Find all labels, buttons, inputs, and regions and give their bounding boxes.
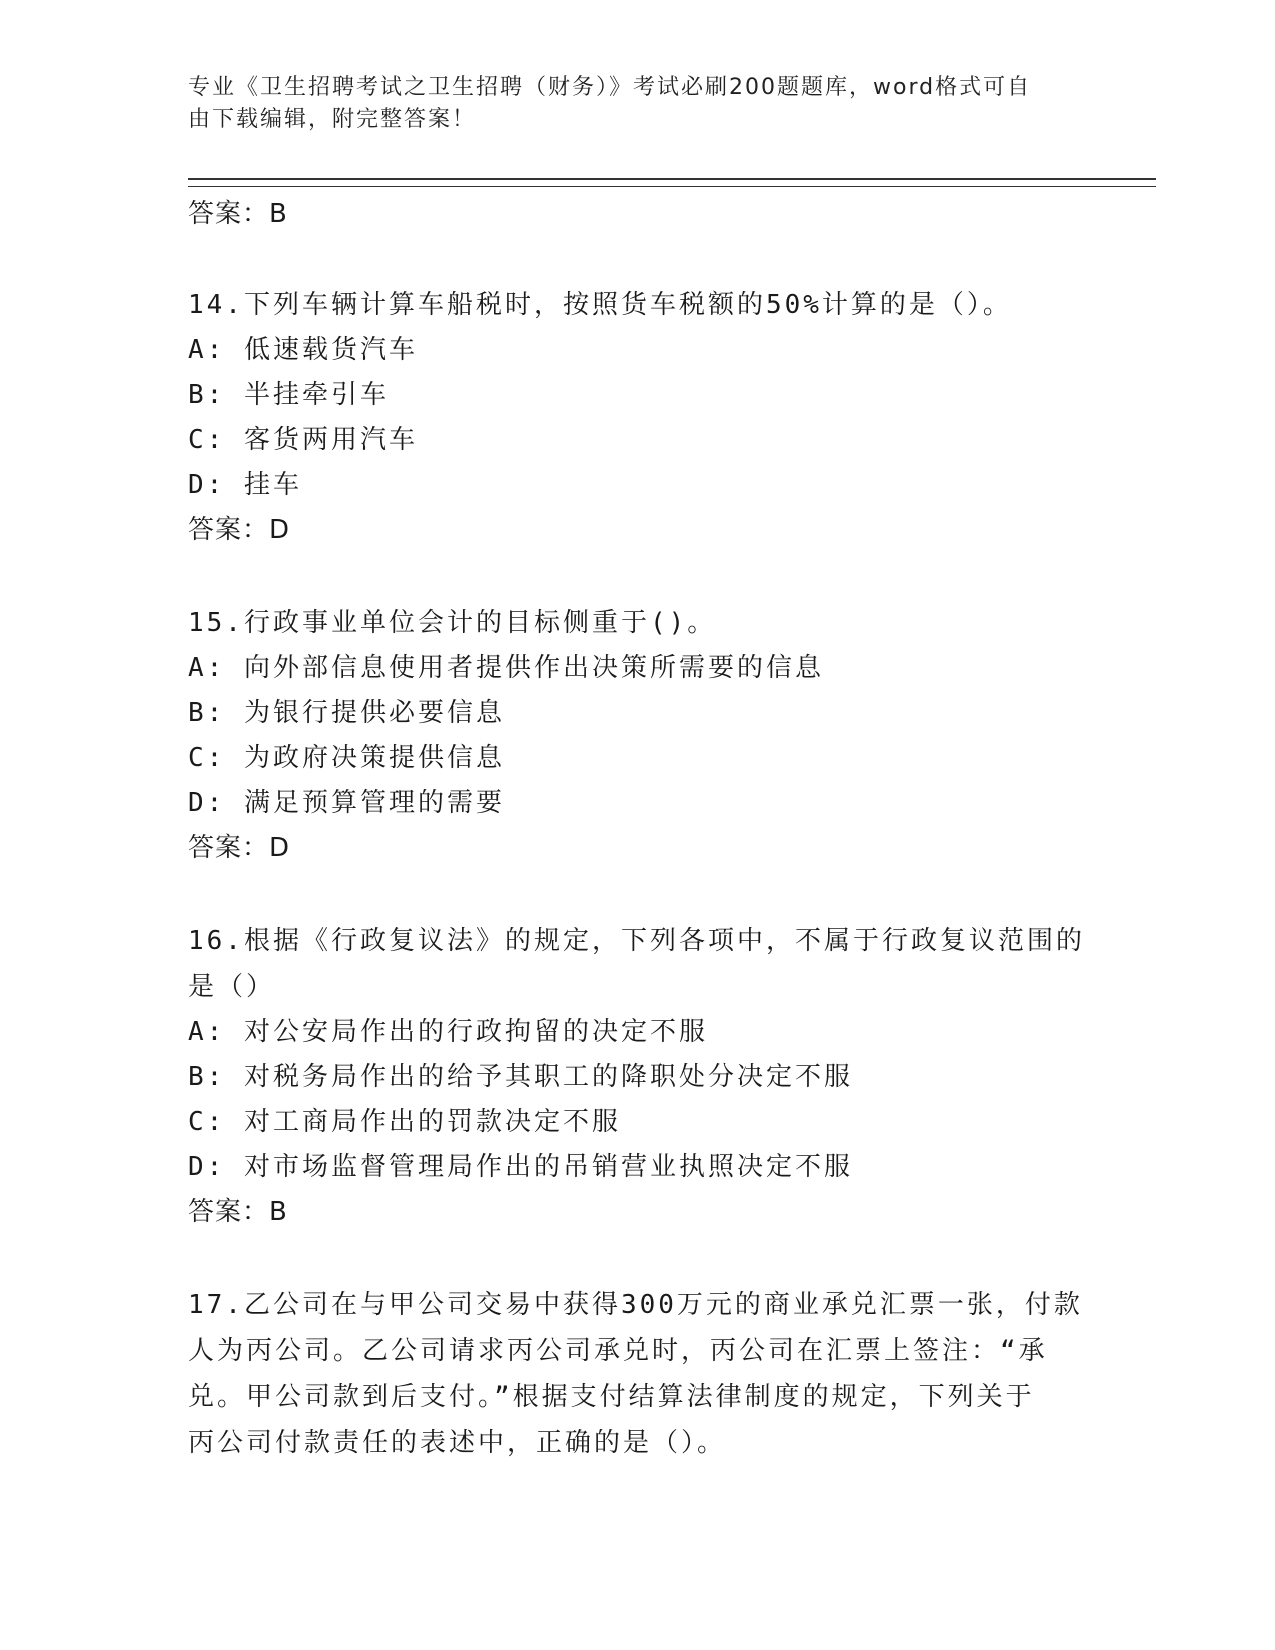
option-d: D: 挂车 xyxy=(188,470,302,500)
option-d: D: 对市场监督管理局作出的吊销营业执照决定不服 xyxy=(188,1152,853,1182)
option-b: B: 为银行提供必要信息 xyxy=(188,698,505,728)
question-16 xyxy=(188,918,1088,1234)
question-stem: 15.行政事业单位会计的目标侧重于()。 xyxy=(188,608,717,638)
question-list xyxy=(188,190,1088,1466)
option-a: A: 对公安局作出的行政拘留的决定不服 xyxy=(188,1017,708,1047)
option-a: A: 向外部信息使用者提供作出决策所需要的信息 xyxy=(188,653,824,683)
question-17 xyxy=(188,1282,1088,1466)
header-divider xyxy=(188,178,1156,187)
question-stem-line-1: 16.根据《行政复议法》的规定，下列各项中，不属于行政复议范围的 xyxy=(188,926,1085,956)
question-15 xyxy=(188,600,1088,870)
question-stem: 14.下列车辆计算车船税时，按照货车税额的50%计算的是（）。 xyxy=(188,290,1012,320)
question-stem-line-2: 是（） xyxy=(188,972,276,1002)
document-header xyxy=(188,72,1068,136)
question-stem-line-2: 人为丙公司。乙公司请求丙公司承兑时，丙公司在汇票上签注：“承 xyxy=(188,1336,1048,1366)
answer-13: 答案：B xyxy=(188,199,288,229)
answer: 答案：D xyxy=(188,833,291,863)
question-14 xyxy=(188,282,1088,552)
option-c: C: 客货两用汽车 xyxy=(188,425,418,455)
question-stem-line-4: 丙公司付款责任的表述中，正确的是（）。 xyxy=(188,1428,727,1458)
option-b: B: 对税务局作出的给予其职工的降职处分决定不服 xyxy=(188,1062,853,1092)
answer: 答案：D xyxy=(188,515,291,545)
option-a: A: 低速载货汽车 xyxy=(188,335,418,365)
option-c: C: 对工商局作出的罚款决定不服 xyxy=(188,1107,621,1137)
header-line-2: 由下载编辑，附完整答案！ xyxy=(188,107,477,132)
option-d: D: 满足预算管理的需要 xyxy=(188,788,505,818)
option-b: B: 半挂牵引车 xyxy=(188,380,389,410)
question-stem-line-1: 17.乙公司在与甲公司交易中获得300万元的商业承兑汇票一张，付款 xyxy=(188,1290,1083,1320)
answer: 答案：B xyxy=(188,1197,288,1227)
question-stem-line-3: 兑。甲公司款到后支付。”根据支付结算法律制度的规定，下列关于 xyxy=(188,1382,1035,1412)
option-c: C: 为政府决策提供信息 xyxy=(188,743,505,773)
header-line-1: 专业《卫生招聘考试之卫生招聘（财务）》考试必刷200题题库，word格式可自 xyxy=(188,75,1032,100)
